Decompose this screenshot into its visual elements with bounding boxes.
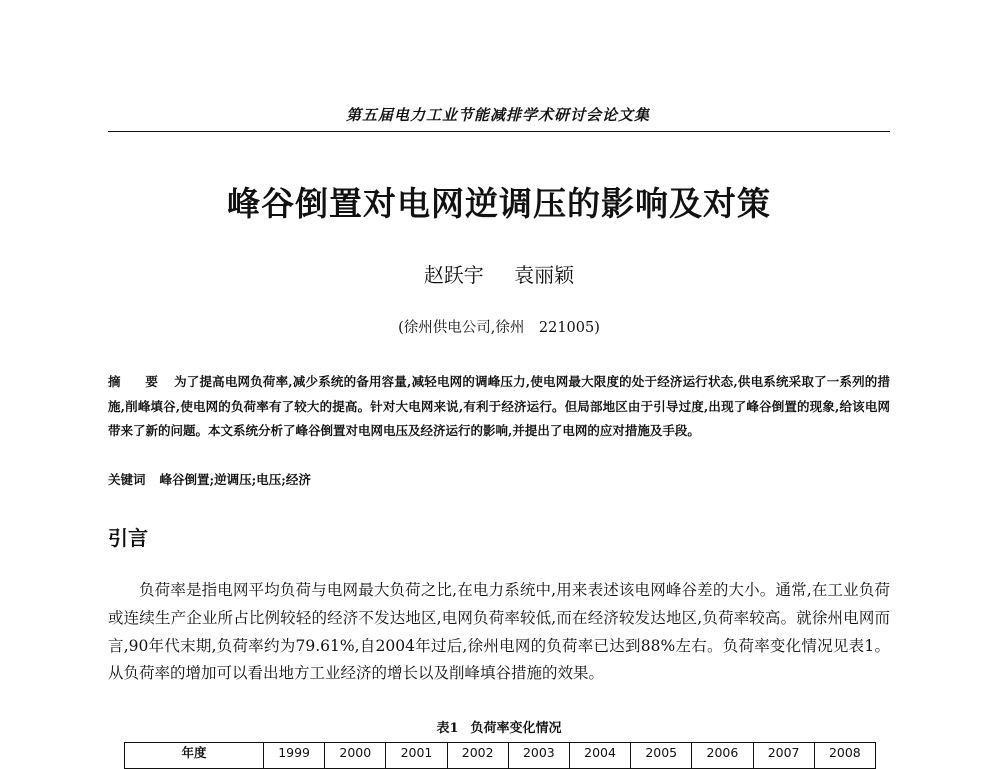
table-year-cell: 2001 <box>386 743 447 769</box>
keywords-text: 峰谷倒置;逆调压;电压;经济 <box>159 472 311 487</box>
keywords-label: 关键词 <box>108 472 146 487</box>
table-year-cell: 2005 <box>631 743 692 769</box>
abstract <box>108 370 890 444</box>
table-caption-number: 表1 <box>436 721 459 736</box>
paper-title: 峰谷倒置对电网逆调压的影响及对策 <box>227 184 771 223</box>
table-caption <box>108 717 890 736</box>
table-header-row <box>125 743 876 769</box>
load-rate-table <box>124 742 876 769</box>
abstract-text: 为了提高电网负荷率,减少系统的备用容量,减轻电网的调峰压力,使电网最大限度的处于经济运行状态,供电系统采取了一系列的措施,削峰填谷,使电网的负荷率有了较大的提高。针对大电网来说,有利于经济运行。但局部地区由于引导过度,出现了峰谷倒置的现象,给该电网带来了新的问题。本文系统分析了峰谷倒置对电网电压及经济运行的影响,并提出了电网的应对措施及手段。 <box>108 374 890 438</box>
table-year-cell: 2002 <box>447 743 508 769</box>
table-year-cell: 2003 <box>508 743 569 769</box>
section-heading: 引言 <box>108 526 148 550</box>
affiliation: (徐州供电公司,徐州 221005) <box>398 320 600 336</box>
keywords <box>108 468 890 492</box>
table-year-cell: 2007 <box>753 743 814 769</box>
author-list <box>108 259 890 288</box>
table-year-cell: 1999 <box>264 743 325 769</box>
table-caption-title: 负荷率变化情况 <box>470 721 562 736</box>
author-name: 赵跃宇 <box>423 263 484 287</box>
abstract-label: 摘 要 <box>108 374 165 389</box>
header-rule <box>108 131 890 132</box>
running-head: 第五届电力工业节能减排学术研讨会论文集 <box>345 106 650 124</box>
author-name: 袁丽颖 <box>514 263 575 287</box>
intro-paragraph: 负荷率是指电网平均负荷与电网最大负荷之比,在电力系统中,用来表述该电网峰谷差的大小。通常,在工业负荷或连续生产企业所占比例较轻的经济不发达地区,电网负荷率较低,而在经济较发达地区,负荷率较高。就徐州电网而言,90年代末期,负荷率约为79.61%,自2004年过后,徐州电网的负荷率已达到88%左右。负荷率变化情况见表1。从负荷率的增加可以看出地方工业经济的增长以及削峰填谷措施的效果。 <box>108 581 890 683</box>
table-year-cell: 2000 <box>325 743 386 769</box>
table-year-cell: 2008 <box>814 743 875 769</box>
table-row-header: 年度 <box>125 743 264 769</box>
table-year-cell: 2006 <box>692 743 753 769</box>
table-year-cell: 2004 <box>569 743 630 769</box>
